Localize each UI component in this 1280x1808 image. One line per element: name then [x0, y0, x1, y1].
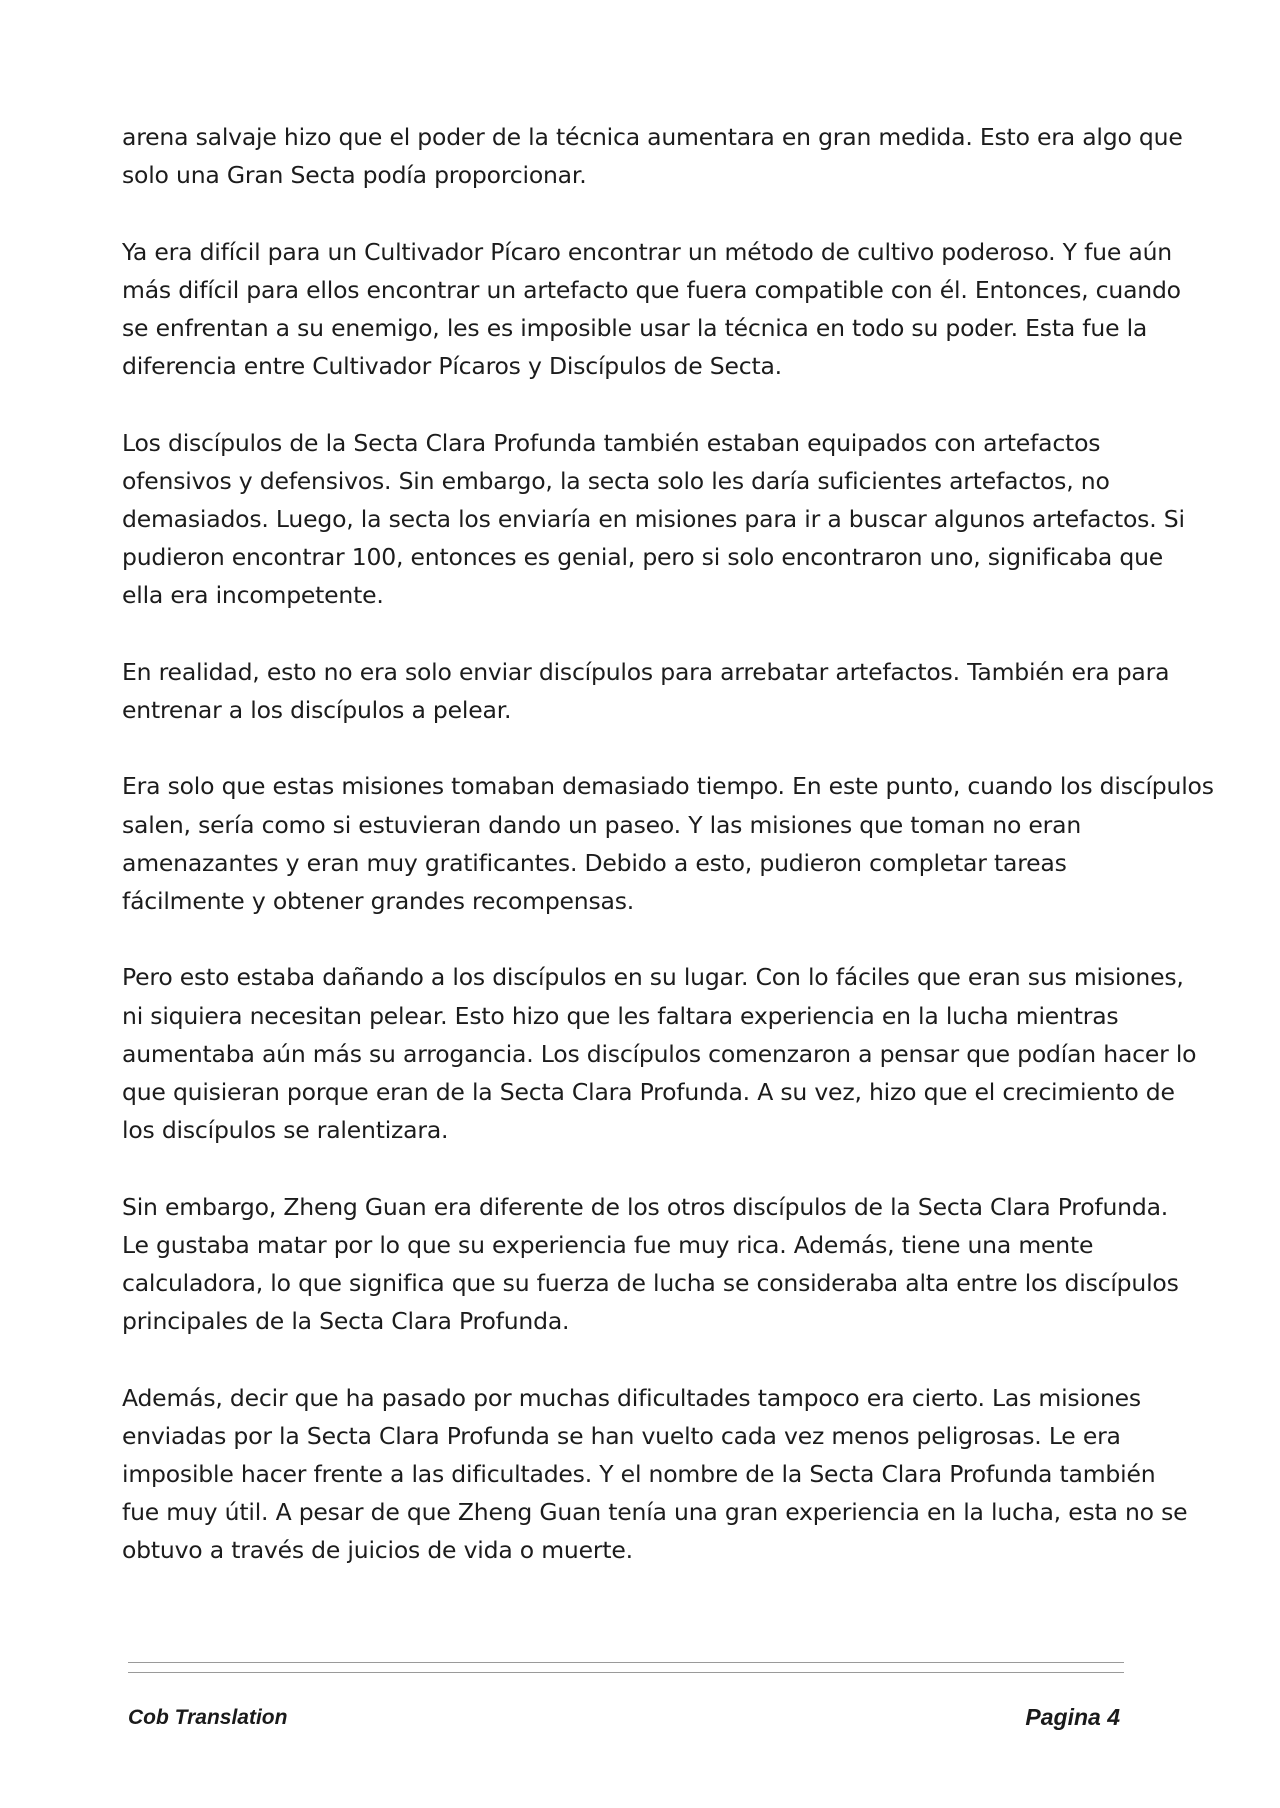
- text-line: ella era incompetente.: [122, 581, 384, 610]
- text-line: entrenar a los discípulos a pelear.: [122, 696, 512, 724]
- paragraph: [122, 958, 1197, 1149]
- text-line: demasiados. Luego, la secta los enviaría en misiones para ir a buscar algunos artefactos. Si: [122, 505, 1185, 533]
- paragraph: [122, 1379, 1188, 1570]
- paragraph: [122, 1188, 1179, 1341]
- text-line: ofensivos y defensivos. Sin embargo, la secta solo les daría suficientes artefactos, no: [122, 466, 1110, 495]
- text-line: salen, sería como si estuvieran dando un paseo. Y las misiones que toman no eran: [122, 810, 1082, 839]
- text-line: ni siquiera necesitan pelear. Esto hizo que les faltara experiencia en la lucha mientras: [122, 1001, 1119, 1030]
- footer-divider-bottom: [128, 1672, 1124, 1673]
- footer-page-number: Pagina 4: [1025, 1704, 1120, 1730]
- text-line: Ya era difícil para un Cultivador Pícaro encontrar un método de cultivo poderoso. Y fue aún: [122, 237, 1172, 266]
- text-line: Sin embargo, Zheng Guan era diferente de los otros discípulos de la Secta Clara Profunda.: [122, 1192, 1169, 1221]
- document-body: [122, 118, 1214, 1608]
- text-line: Además, decir que ha pasado por muchas dificultades tampoco era cierto. Las misiones: [122, 1383, 1141, 1412]
- text-line: fácilmente y obtener grandes recompensas.: [122, 887, 635, 915]
- text-line: que quisieran porque eran de la Secta Clara Profunda. A su vez, hizo que el crecimiento de: [122, 1078, 1175, 1106]
- text-line: diferencia entre Cultivador Pícaros y Discípulos de Secta.: [122, 352, 782, 381]
- text-line: En realidad, esto no era solo enviar discípulos para arrebatar artefactos. También era para: [122, 657, 1170, 686]
- text-line: aumentaba aún más su arrogancia. Los discípulos comenzaron a pensar que podían hacer lo: [122, 1039, 1197, 1068]
- text-line: Los discípulos de la Secta Clara Profunda también estaban equipados con artefactos: [122, 428, 1101, 457]
- text-line: solo una Gran Secta podía proporcionar.: [122, 161, 587, 190]
- paragraph: [122, 424, 1185, 615]
- text-line: enviadas por la Secta Clara Profunda se han vuelto cada vez menos peligrosas. Le era: [122, 1421, 1121, 1450]
- text-line: imposible hacer frente a las dificultades. Y el nombre de la Secta Clara Profunda también: [122, 1460, 1156, 1488]
- paragraph: [122, 118, 1183, 194]
- text-line: más difícil para ellos encontrar un artefacto que fuera compatible con él. Entonces, cuando: [122, 275, 1181, 304]
- text-line: se enfrentan a su enemigo, les es imposible usar la técnica en todo su poder. Esta fue la: [122, 314, 1148, 342]
- footer-divider-top: [128, 1662, 1124, 1663]
- paragraph: [122, 653, 1170, 729]
- footer-translator-name: Cob Translation: [128, 1706, 288, 1729]
- text-line: Pero esto estaba dañando a los discípulos en su lugar. Con lo fáciles que eran sus misiones,: [122, 963, 1184, 992]
- text-line: arena salvaje hizo que el poder de la técnica aumentara en gran medida. Esto era algo que: [122, 123, 1183, 151]
- text-line: Era solo que estas misiones tomaban demasiado tiempo. En este punto, cuando los discípulos: [122, 772, 1214, 801]
- text-line: calculadora, lo que significa que su fuerza de lucha se consideraba alta entre los discípulos: [122, 1269, 1179, 1297]
- text-line: pudieron encontrar 100, entonces es genial, pero si solo encontraron uno, significaba que: [122, 543, 1164, 572]
- paragraph: [122, 767, 1214, 920]
- text-line: fue muy útil. A pesar de que Zheng Guan tenía una gran experiencia en la lucha, esta no se: [122, 1498, 1188, 1527]
- text-line: obtuvo a través de juicios de vida o muerte.: [122, 1536, 633, 1565]
- text-line: los discípulos se ralentizara.: [122, 1116, 449, 1145]
- text-line: principales de la Secta Clara Profunda.: [122, 1307, 570, 1336]
- paragraph: [122, 233, 1181, 386]
- text-line: amenazantes y eran muy gratificantes. Debido a esto, pudieron completar tareas: [122, 848, 1067, 877]
- text-line: Le gustaba matar por lo que su experiencia fue muy rica. Además, tiene una mente: [122, 1230, 1094, 1259]
